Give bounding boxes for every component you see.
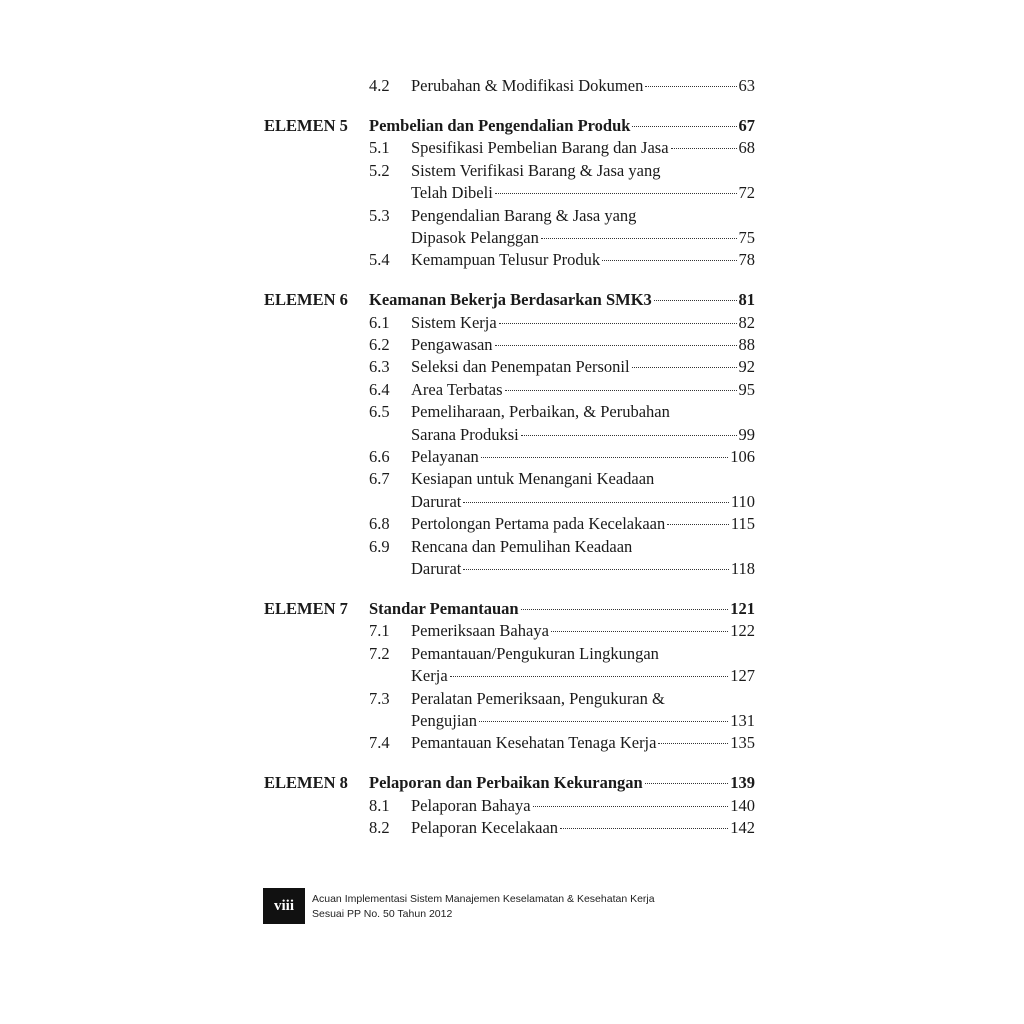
dot-leader <box>667 523 729 525</box>
toc-element-row <box>0 772 1024 794</box>
page-number: 81 <box>738 290 755 310</box>
dot-leader <box>602 259 736 261</box>
page-number: 106 <box>730 447 755 466</box>
dot-leader <box>541 237 737 239</box>
page-number: 131 <box>730 710 755 730</box>
section-title: Area Terbatas <box>411 379 503 399</box>
section-title: Kerja <box>411 666 448 686</box>
section-title-line <box>411 227 755 249</box>
section-number: 6.6 <box>369 447 390 466</box>
page-number: 115 <box>730 514 755 534</box>
section-title-line <box>411 446 755 468</box>
section-number: 8.1 <box>369 795 390 815</box>
section-title-line <box>411 710 755 732</box>
toc-element-row <box>0 289 1024 311</box>
dot-leader <box>560 827 728 829</box>
dot-leader <box>495 344 737 346</box>
dot-leader <box>671 147 737 149</box>
page-number: 127 <box>730 666 755 686</box>
page-footer <box>263 888 723 924</box>
section-number: 5.1 <box>369 138 390 158</box>
dot-leader <box>632 366 737 368</box>
section-title-line <box>411 491 755 513</box>
section-title-line <box>411 249 755 271</box>
section-title: Perubahan & Modifikasi Dokumen <box>411 76 644 95</box>
section-number: 6.2 <box>369 335 390 354</box>
page-number: 82 <box>738 312 755 332</box>
section-title: Dipasok Pelanggan <box>411 227 539 247</box>
toc-element-row <box>0 598 1024 620</box>
element-heading <box>369 115 755 137</box>
section-number: 6.9 <box>369 536 390 556</box>
section-number: 4.2 <box>369 76 390 95</box>
section-number: 5.3 <box>369 205 390 225</box>
toc-entry <box>0 334 1024 356</box>
section-number: 5.2 <box>369 160 390 180</box>
section-title: Pelaporan Kecelakaan <box>411 818 559 837</box>
section-number: 6.1 <box>369 312 390 332</box>
dot-leader <box>495 192 737 194</box>
page-number: 72 <box>738 183 755 203</box>
section-title: Pelaporan Bahaya <box>411 795 531 815</box>
page-number: 99 <box>738 424 755 444</box>
section-title-line <box>411 817 755 839</box>
dot-leader <box>533 805 729 807</box>
section-title: Darurat <box>411 558 462 578</box>
toc-entry <box>0 643 1024 688</box>
element-label: ELEMEN 7 <box>264 598 348 618</box>
section-title-line <box>411 424 755 446</box>
element-label: ELEMEN 8 <box>264 773 348 793</box>
dot-leader <box>499 322 737 324</box>
toc-entry <box>0 401 1024 446</box>
dot-leader <box>521 608 729 610</box>
section-number: 6.7 <box>369 469 390 489</box>
section-title: Telah Dibeli <box>411 183 493 203</box>
section-number: 7.3 <box>369 688 390 708</box>
section-number: 8.2 <box>369 818 390 837</box>
dot-leader <box>551 630 728 632</box>
element-label: ELEMEN 5 <box>264 115 348 135</box>
page-number: 63 <box>738 76 755 95</box>
section-title-line <box>411 558 755 580</box>
element-title: Keamanan Bekerja Berdasarkan SMK3 <box>369 290 652 310</box>
toc-entry <box>0 446 1024 468</box>
section-title-line <box>411 356 755 378</box>
dot-leader <box>463 568 728 570</box>
toc-entry <box>0 620 1024 642</box>
dot-leader <box>654 299 737 301</box>
footer-book-title: Acuan Implementasi Sistem Manajemen Keselamatan & Kesehatan Kerja <box>312 893 655 905</box>
section-title-line <box>411 665 755 687</box>
page-number: 92 <box>738 357 755 377</box>
section-number: 6.8 <box>369 514 390 534</box>
page-number: 135 <box>730 733 755 753</box>
section-number: 7.2 <box>369 643 390 663</box>
page-number: 78 <box>738 250 755 270</box>
section-title: Kesiapan untuk Menangani Keadaan <box>411 469 655 489</box>
section-title: Peralatan Pemeriksaan, Pengukuran & <box>411 688 665 708</box>
dot-leader <box>450 675 729 677</box>
toc-entry <box>0 795 1024 817</box>
section-title: Kemampuan Telusur Produk <box>411 250 601 270</box>
toc-entry <box>0 356 1024 378</box>
dot-leader <box>645 85 736 87</box>
toc-entry <box>0 249 1024 271</box>
toc-entry <box>0 379 1024 401</box>
section-title-line <box>411 513 755 535</box>
dot-leader <box>479 720 728 722</box>
page-number: 110 <box>730 491 755 511</box>
section-title: Pengendalian Barang & Jasa yang <box>411 205 637 225</box>
dot-leader <box>645 782 729 784</box>
section-title-line <box>411 732 755 754</box>
dot-leader <box>658 742 728 744</box>
section-title: Pertolongan Pertama pada Kecelakaan <box>411 514 666 534</box>
toc-entry <box>0 75 1024 97</box>
section-title-line <box>411 620 755 642</box>
section-number: 7.1 <box>369 621 390 641</box>
dot-leader <box>505 389 737 391</box>
element-title: Pembelian dan Pengendalian Produk <box>369 115 631 135</box>
section-number: 5.4 <box>369 250 390 270</box>
toc-entry <box>0 312 1024 334</box>
toc-entry <box>0 732 1024 754</box>
section-title-line <box>411 379 755 401</box>
section-title: Sistem Verifikasi Barang & Jasa yang <box>411 160 661 180</box>
section-title-line <box>411 137 755 159</box>
section-title-line <box>411 182 755 204</box>
section-number: 6.3 <box>369 357 390 377</box>
page-number: 75 <box>738 227 755 247</box>
element-title: Standar Pemantauan <box>369 598 519 618</box>
toc-entry <box>0 160 1024 205</box>
page-number: 121 <box>730 598 755 618</box>
section-title: Rencana dan Pemulihan Keadaan <box>411 536 633 556</box>
dot-leader <box>632 125 736 127</box>
section-title-line <box>411 75 755 97</box>
section-title: Sarana Produksi <box>411 424 519 444</box>
element-label: ELEMEN 6 <box>264 290 348 310</box>
page-number: 67 <box>738 115 755 135</box>
element-heading <box>369 289 755 311</box>
toc-entry <box>0 205 1024 250</box>
section-title: Pemantauan Kesehatan Tenaga Kerja <box>411 733 657 753</box>
section-title: Seleksi dan Penempatan Personil <box>411 357 630 377</box>
section-number: 7.4 <box>369 733 390 753</box>
toc-entry <box>0 137 1024 159</box>
page-number: 140 <box>730 795 755 815</box>
page-number: 68 <box>738 138 755 158</box>
section-title-line <box>411 312 755 334</box>
toc-entry <box>0 468 1024 513</box>
toc-entry <box>0 688 1024 733</box>
page-number: 142 <box>730 818 755 837</box>
section-title-line <box>411 795 755 817</box>
element-heading <box>369 598 755 620</box>
page-number: 88 <box>738 335 755 354</box>
section-title: Spesifikasi Pembelian Barang dan Jasa <box>411 138 669 158</box>
toc-element-row <box>0 115 1024 137</box>
section-title: Darurat <box>411 491 462 511</box>
page-number: 95 <box>738 379 755 399</box>
toc-entry <box>0 817 1024 839</box>
section-number: 6.5 <box>369 402 390 422</box>
dot-leader <box>463 501 728 503</box>
dot-leader <box>521 434 737 436</box>
element-title: Pelaporan dan Perbaikan Kekurangan <box>369 773 643 793</box>
page-number: 118 <box>730 558 755 578</box>
page-number-badge: viii <box>263 888 305 924</box>
page-number: 122 <box>730 621 755 641</box>
page-number: 139 <box>730 773 755 793</box>
section-title: Pelayanan <box>411 447 479 466</box>
section-title: Pengawasan <box>411 335 493 354</box>
section-title: Pengujian <box>411 710 477 730</box>
section-title: Pemeriksaan Bahaya <box>411 621 549 641</box>
footer-book-subtitle: Sesuai PP No. 50 Tahun 2012 <box>312 908 453 920</box>
section-title-line <box>411 334 755 356</box>
section-number: 6.4 <box>369 379 390 399</box>
toc-entry <box>0 513 1024 535</box>
section-title: Pemeliharaan, Perbaikan, & Perubahan <box>411 402 670 422</box>
toc-entry <box>0 536 1024 581</box>
element-heading <box>369 772 755 794</box>
section-title: Sistem Kerja <box>411 312 497 332</box>
dot-leader <box>481 456 728 458</box>
section-title: Pemantauan/Pengukuran Lingkungan <box>411 643 659 663</box>
